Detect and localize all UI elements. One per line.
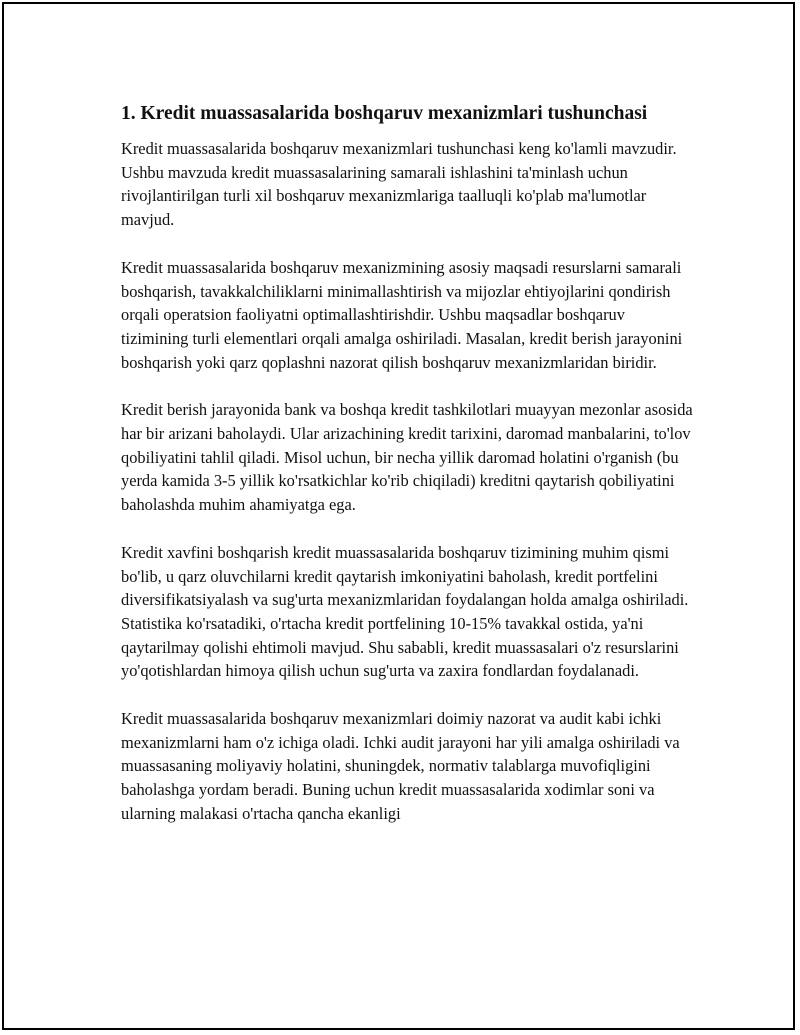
paragraph-1: Kredit muassasalarida boshqaruv mexanizmlari tushunchasi keng ko'lamli mavzudir. Ushbu mavzuda kredit muassasalarining samarali ishlashini ta'minlash uchun rivojlantirilgan turli xil boshqaruv mexanizmlariga taalluqli ko'plab ma'lumotlar mavjud. (121, 139, 677, 230)
paragraph-4: Kredit xavfini boshqarish kredit muassasalarida boshqaruv tizimining muhim qismi bo'lib, u qarz oluvchilarni kredit qaytarish imkoniyatini baholash, kredit portfelini diversifikatsiyalash va sug'urta mexanizmlaridan foydalangan holda amalga oshiriladi. Statistika ko'rsatadiki, o'rtacha kredit portfelining 10-15% tavakkal ostida, ya'ni qaytarilmay qolishi ehtimoli mavjud. Shu sababli, kredit muassasalari o'z resurslarini yo'qotishlardan himoya qilish uchun sug'urta va zaxira fondlardan foydalanadi. (121, 542, 689, 681)
paragraph-3: Kredit berish jarayonida bank va boshqa kredit tashkilotlari muayyan mezonlar asosida har bir arizani baholaydi. Ular arizachining kredit tarixini, daromad manbalarini, to'lov qobiliyatini tahlil qiladi. Misol uchun, bir necha yillik daromad holatini o'rganish (bu yerda kamida 3-5 yillik ko'rsatkichlar ko'rib chiqiladi) kreditni qaytarish qobiliyatini baholashda muhim ahamiyatga ega. (121, 400, 693, 515)
page-frame (2, 2, 795, 1030)
paragraph-5: Kredit muassasalarida boshqaruv mexanizmlari doimiy nazorat va audit kabi ichki mexanizmlarni ham o'z ichiga oladi. Ichki audit jarayoni har yili amalga oshiriladi va muassasaning moliyaviy holatini, shuningdek, normativ talablarga muvofiqligini baholashga yordam beradi. Buning uchun kredit muassasalarida xodimlar soni va ularning malakasi o'rtacha qancha ekanligi (121, 709, 680, 823)
paragraph-2: Kredit muassasalarida boshqaruv mexanizmining asosiy maqsadi resurslarni samarali boshqarish, tavakkalchiliklarni minimallashtirish va mijozlar ehtiyojlarini qondirish orqali operatsion faoliyatni optimallashtirishdir. Ushbu maqsadlar boshqaruv tizimining turli elementlari orqali amalga oshiriladi. Masalan, kredit berish jarayonini boshqarish yoki qarz qoplashni nazorat qilish boshqaruv mexanizmlaridan biridir. (121, 257, 683, 372)
section-heading: 1. Kredit muassasalarida boshqaruv mexanizmlari tushunchasi (121, 103, 648, 124)
document-body (121, 100, 695, 850)
